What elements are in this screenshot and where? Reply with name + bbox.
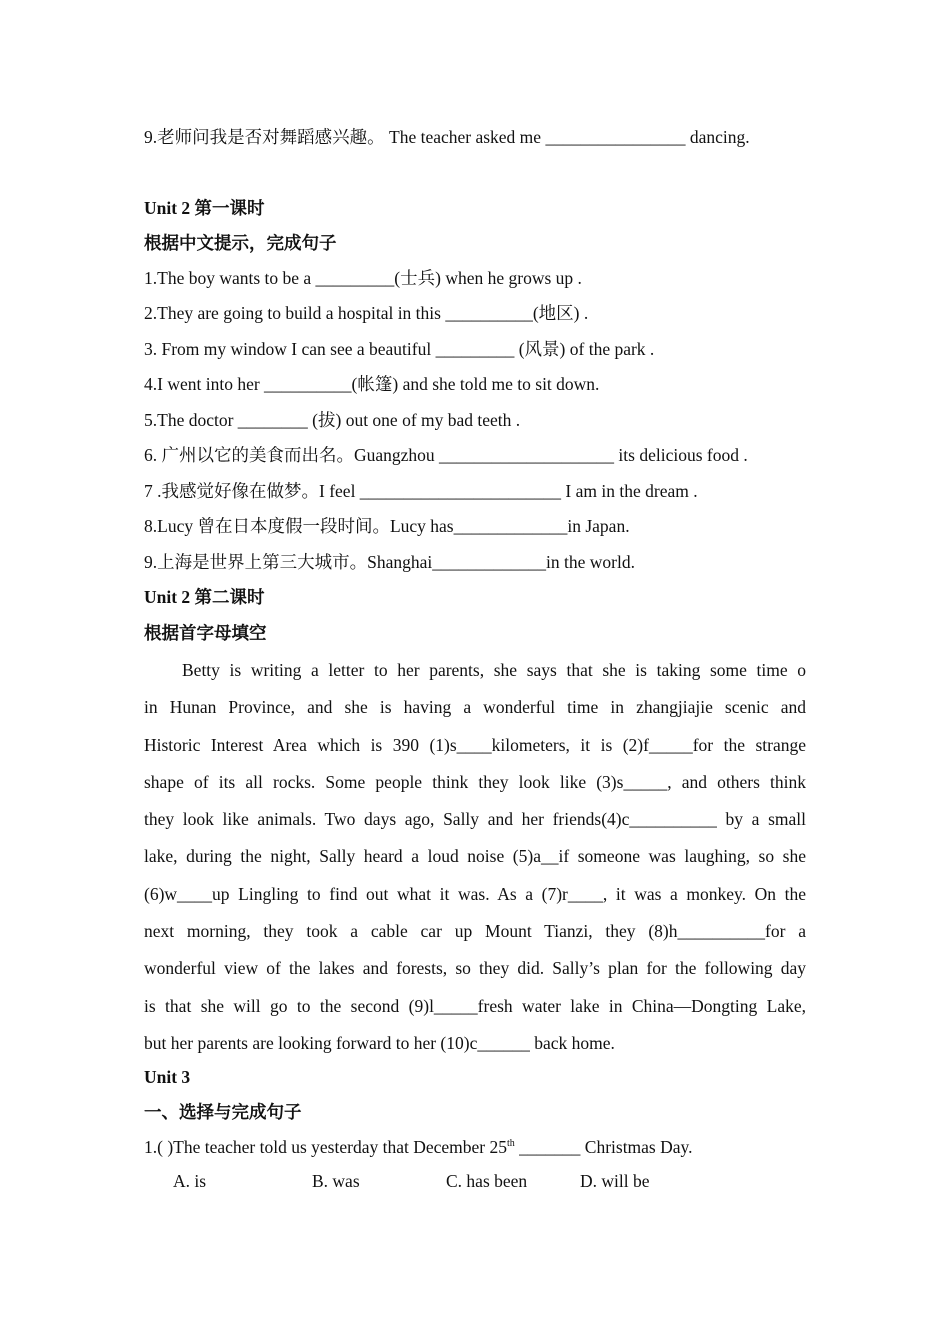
unit2-sentence-6: 6. 广州以它的美食而出名。Guangzhou ____________________ its delicious food . — [144, 445, 748, 465]
question-stem: 1.( )The teacher told us yesterday that December 25 — [144, 1137, 507, 1157]
unit2-sentence-9: 9.上海是世界上第三大城市。Shanghai_____________in the world. — [144, 552, 635, 572]
unit3-heading: Unit 3 — [144, 1067, 191, 1087]
paragraph-line: Betty is writing a letter to her parents, she says that she is taking some time o — [182, 660, 806, 680]
unit2-lesson1-heading: Unit 2 第一课时 — [144, 198, 265, 218]
option-b: B. was — [312, 1171, 360, 1191]
unit2-sentence-3: 3. From my window I can see a beautiful _________ (风景) of the park . — [144, 339, 655, 359]
unit3-instruction: 一、选择与完成句子 — [144, 1102, 302, 1122]
paragraph-line: but her parents are looking forward to her (10)c______ back home. — [144, 1032, 615, 1053]
unit2-lesson2-instruction: 根据首字母填空 — [144, 623, 267, 643]
option-c: C. has been — [446, 1171, 528, 1191]
unit1-sentence-9: 9.老师问我是否对舞蹈感兴趣。 The teacher asked me ________________ dancing. — [144, 127, 750, 147]
paragraph-line: (6)w____up Lingling to find out what it was. As a (7)r____, it was a monkey. On the — [144, 883, 806, 904]
paragraph-line: in Hunan Province, and she is having a wonderful time in zhangjiajie scenic and — [144, 697, 806, 718]
unit2-sentence-8: 8.Lucy 曾在日本度假一段时间。Lucy has_____________in Japan. — [144, 516, 630, 536]
unit2-sentence-5: 5.The doctor ________ (拔) out one of my bad teeth . — [144, 410, 521, 430]
unit2-sentence-7: 7 .我感觉好像在做梦。I feel _______________________ I am in the dream . — [144, 481, 698, 501]
cloze-paragraph — [144, 652, 806, 1062]
unit2-lesson2-heading: Unit 2 第二课时 — [144, 587, 265, 607]
unit2-sentence-4: 4.I went into her __________(帐篷) and she told me to sit down. — [144, 374, 600, 394]
paragraph-line: next morning, they took a cable car up Mount Tianzi, they (8)h__________for a — [144, 921, 806, 942]
paragraph-line: shape of its all rocks. Some people think they look like (3)s_____, and others think — [144, 771, 806, 792]
unit2-sentence-2: 2.They are going to build a hospital in this __________(地区) . — [144, 303, 589, 323]
option-a: A. is — [173, 1171, 207, 1191]
unit3-question-1 — [144, 1136, 806, 1158]
paragraph-line: wonderful view of the lakes and forests, so they did. Sally’s plan for the following day — [144, 958, 806, 979]
paragraph-line: lake, during the night, Sally heard a loud noise (5)a__if someone was laughing, so she — [144, 846, 806, 867]
unit2-lesson1-instruction: 根据中文提示，完成句子 — [144, 233, 337, 253]
option-d: D. will be — [580, 1171, 650, 1191]
question-tail: _______ Christmas Day. — [514, 1137, 693, 1157]
unit2-sentence-1: 1.The boy wants to be a _________(士兵) when he grows up . — [144, 268, 582, 288]
paragraph-line: they look like animals. Two days ago, Sally and her friends(4)c__________ by a small — [144, 809, 806, 830]
paragraph-line: is that she will go to the second (9)l_____fresh water lake in China—Dongting Lake, — [144, 995, 806, 1016]
paragraph-line: Historic Interest Area which is 390 (1)s____kilometers, it is (2)f_____for the strange — [144, 734, 806, 755]
ordinal-suffix: th — [506, 1138, 515, 1150]
